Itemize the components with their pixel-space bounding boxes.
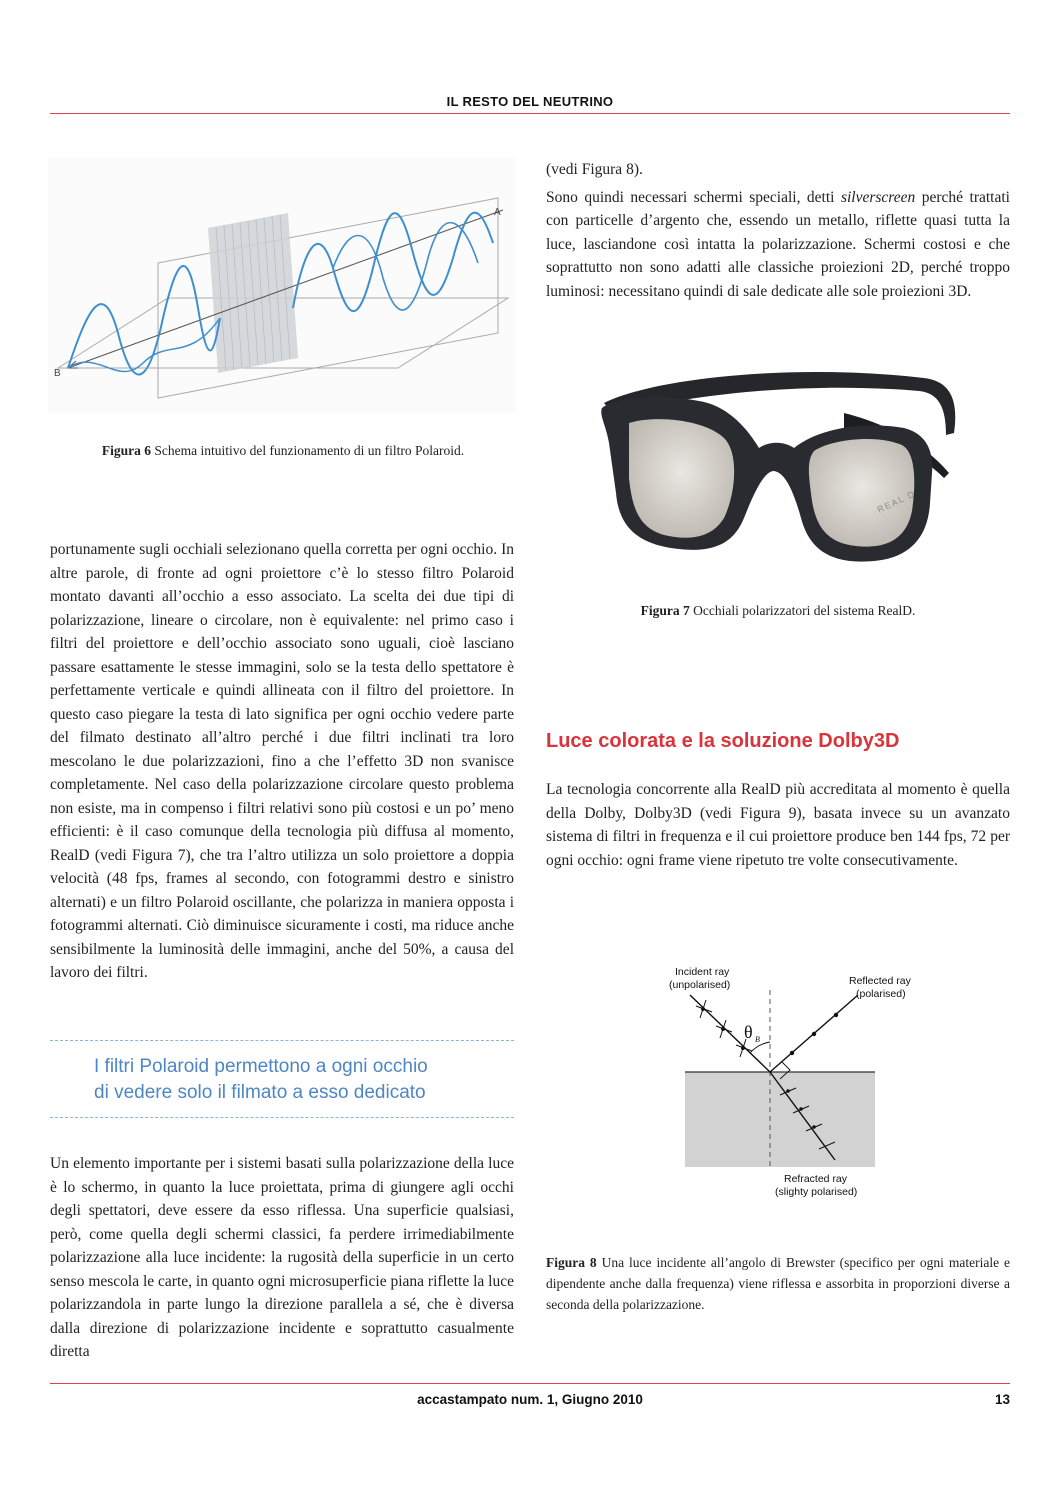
incident-label: Incident ray bbox=[675, 966, 730, 978]
header-rule bbox=[50, 113, 1010, 114]
right-column-intro bbox=[546, 158, 1010, 303]
left-column-paragraph-2 bbox=[50, 1152, 514, 1364]
paragraph: portunamente sugli occhiali selezionano quella corretta per ogni occhio. In altre parole, di fronte ad ogni proiettore c’è lo stesso filtro Polaroid montato davanti all’occhio a esso associato. La scelta dei due tipi di polarizzazione, lineare o circolare, non è equivalente: nel primo caso i filtri del proiettore e dell’occhio associato sono uguali, cioè lasciano passare esattamente le stesse immagini, solo se la testa dello spettatore è perfettamente verticale e quindi allineata con il filtro del proiettore. In questo caso piegare la testa di lato significa per ogni occhio vedere parte del filmato destinato all’altro perché i due filtri inclinati tra loro mescolano le due polarizzazioni, fino a che l’effetto 3D non svanisce completamente. Nel caso della polarizzazione circolare questo problema non esiste, ma in compenso i filtri relativi sono più costosi e un po’ meno efficienti: è il caso comunque della tecnologia più diffusa al momento, RealD (vedi Figura 7), che tra l’altro utilizza un solo proiettore a doppia velocità (48 fps, frames al secondo, con fotogrammi destro e sinistro alternati) e un filtro Polaroid oscillante, che polarizza in maniera opposta i fotogrammi alternati. Ciò diminuisce sicuramente i costi, ma riduce anche sensibilmente la luminosità delle immagini, anche del 50%, a causa del lavoro dei filtri. bbox=[50, 541, 514, 981]
incident-sublabel: (unpolarised) bbox=[669, 979, 731, 991]
caption-text: Schema intuitivo del funzionamento di un filtro Polaroid. bbox=[151, 443, 465, 458]
figure-8-caption bbox=[546, 1252, 1010, 1315]
caption-label: Figura 6 bbox=[101, 443, 152, 458]
theta-symbol: θ bbox=[744, 1022, 753, 1042]
reflected-sublabel: (polarised) bbox=[856, 988, 906, 1000]
reflected-label: Reflected ray bbox=[849, 975, 911, 987]
caption-label: Figura 8 bbox=[546, 1255, 597, 1270]
glasses-illustration bbox=[594, 353, 964, 578]
pull-quote-line: di vedere solo il filmato a esso dedicato bbox=[94, 1082, 426, 1103]
polaroid-wave-illustration bbox=[48, 158, 516, 413]
refracted-label: Refracted ray bbox=[784, 1173, 848, 1185]
footer-publication: accastampato num. 1, Giugno 2010 bbox=[417, 1392, 643, 1407]
figure-6-caption bbox=[50, 443, 516, 459]
polaroid-filter bbox=[208, 213, 298, 373]
figure-7-caption bbox=[546, 603, 1010, 619]
refracted-sublabel: (slighty polarised) bbox=[775, 1186, 858, 1198]
paragraph: (vedi Figura 8). bbox=[546, 161, 643, 178]
left-column-paragraph-1 bbox=[50, 538, 514, 985]
caption-label: Figura 7 bbox=[640, 603, 690, 618]
text-run: perché trattati con particelle d’argento che, essendo un metallo, riflette quasi tutta la luce, lasciandone così intatta la polarizzazione. Schermi costosi e che soprattutto non sono adatti alle classiche proiezioni 2D, perché troppo luminosi: necessitano quindi di sale dedicate alle sole proiezioni 3D. bbox=[546, 188, 1010, 300]
footer-rule bbox=[50, 1383, 1010, 1384]
running-head: IL RESTO DEL NEUTRINO bbox=[446, 94, 614, 109]
incident-ray bbox=[690, 995, 770, 1072]
pull-quote-top-rule bbox=[50, 1040, 514, 1041]
paragraph: Un elemento importante per i sistemi basati sulla polarizzazione della luce è lo schermo, in quanto la luce proiettata, prima di giungere agli occhi degli spettatori, deve essere da esso riflessa. Una superficie qualsiasi, però, come quella degli schermi classici, fa perdere irrimediabilmente polarizzazione alla luce incidente: la rugosità della superficie in un certo senso mescola le carte, in quanto ogni microsuperficie piana riflette la luce polarizzandola in parte lungo la direzione parallela a sé, che è diversa dalla direzione di polarizzazione incidente e soprattutto casualmente diretta bbox=[50, 1155, 514, 1360]
pull-quote-bottom-rule bbox=[50, 1117, 514, 1118]
text-run: Sono quindi necessari schermi speciali, detti bbox=[546, 188, 841, 206]
figure-8-brewster-diagram bbox=[630, 960, 930, 1205]
figure-7-reald-glasses bbox=[594, 353, 964, 578]
pull-quote-text bbox=[94, 1054, 514, 1106]
label-b: B bbox=[54, 368, 61, 379]
brewster-angle-diagram bbox=[630, 960, 930, 1205]
caption-text: Una luce incidente all’angolo di Brewster (specifico per ogni materiale e dipendente anche dalla frequenza) viene riflessa e assorbita in proporzioni diverse a seconda della polarizzazione. bbox=[546, 1255, 1011, 1312]
section-title: Luce colorata e la soluzione Dolby3D bbox=[546, 730, 900, 752]
italic-term: silverscreen bbox=[840, 188, 916, 206]
paragraph: La tecnologia concorrente alla RealD più accreditata al momento è quella della Dolby, Dolby3D (vedi Figura 9), basata invece su un avanzato sistema di filtri in frequenza e il cui proiettore produce ben 144 fps, 72 per ogni occhio: ogni frame viene ripetuto tre volte consecutivamente. bbox=[546, 781, 1010, 869]
figure-6-polaroid-diagram bbox=[48, 158, 516, 413]
reald-brand: REAL D bbox=[875, 488, 918, 515]
right-column-paragraph bbox=[546, 778, 1010, 872]
paragraph bbox=[546, 186, 1010, 304]
pull-quote bbox=[50, 1040, 514, 1120]
label-a: A bbox=[494, 207, 501, 218]
page-number: 13 bbox=[994, 1392, 1010, 1407]
theta-subscript: B bbox=[755, 1035, 760, 1044]
caption-text: Occhiali polarizzatori del sistema RealD. bbox=[689, 603, 916, 618]
pull-quote-line: I filtri Polaroid permettono a ogni occhio bbox=[94, 1056, 428, 1077]
